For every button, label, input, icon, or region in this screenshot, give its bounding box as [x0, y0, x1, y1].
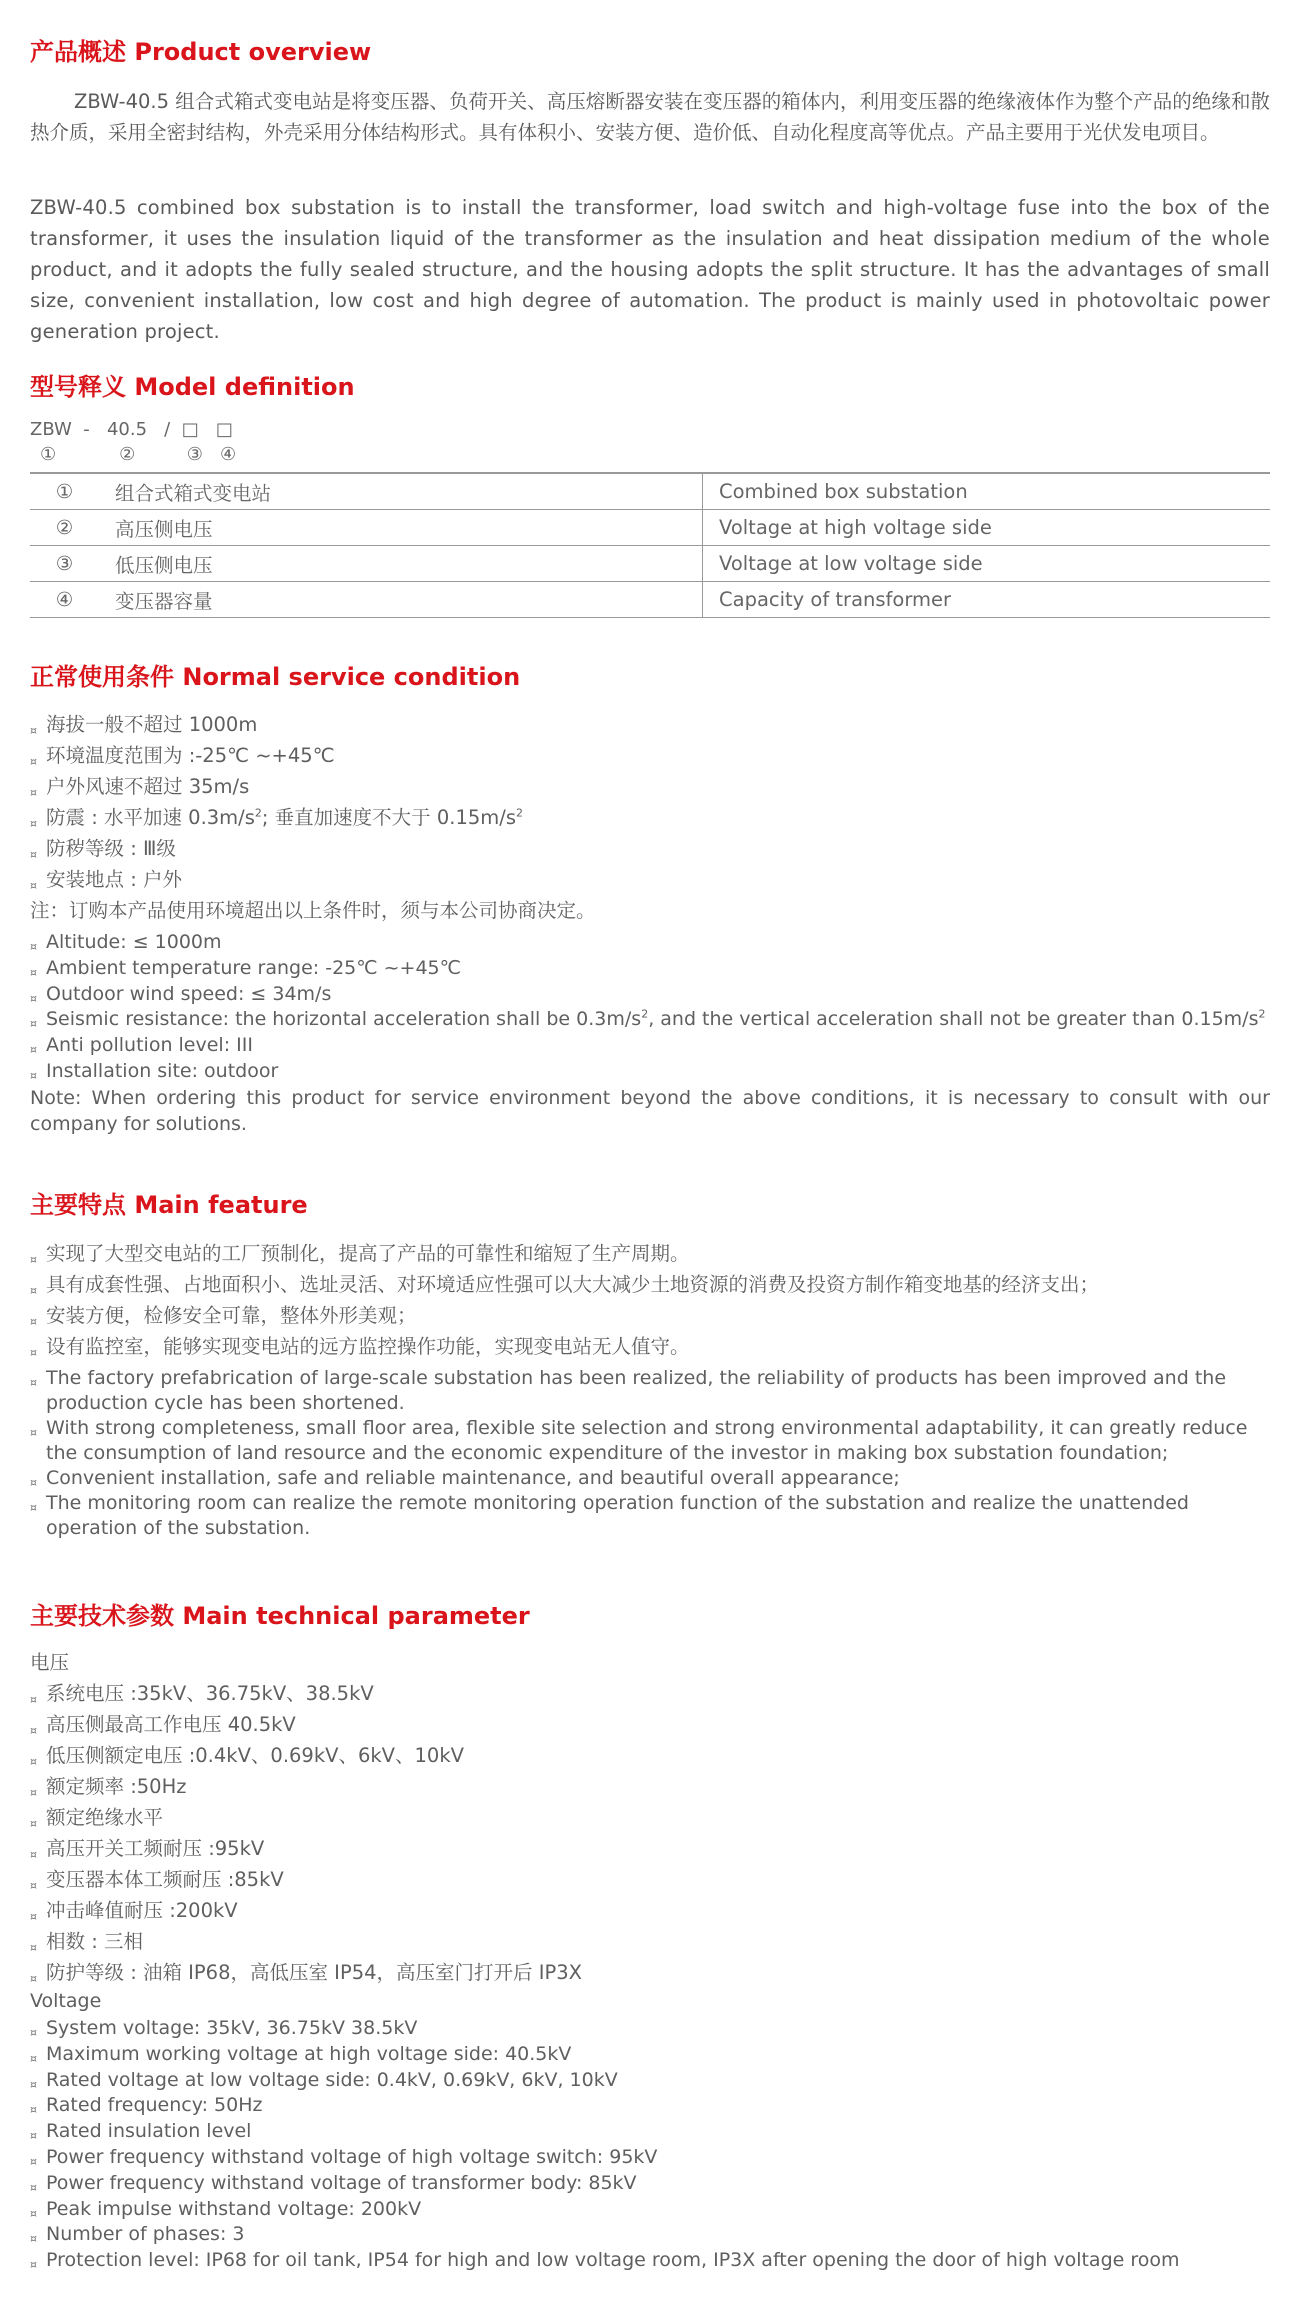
model-en: Combined box substation	[703, 473, 1271, 510]
list-item: ¤ Maximum working voltage at high voltage side: 40.5kV	[30, 2042, 1270, 2068]
model-code: ZBW - 40.5 / □ □	[30, 419, 233, 440]
list-item: ¤ Anti pollution level: III	[30, 1033, 1270, 1059]
list-item: ¤ Convenient installation, safe and reliable maintenance, and beautiful overall appearance;	[30, 1466, 1270, 1491]
bullet-icon: ¤	[30, 817, 37, 830]
service-en-note: Note: When ordering this product for service environment beyond the above conditions, it is necessary to consult with our company for solutions.	[30, 1087, 1270, 1135]
bullet-icon: ¤	[30, 755, 37, 768]
bullet-icon: ¤	[30, 1253, 37, 1266]
technical-en-heading: Voltage	[30, 1990, 102, 2012]
list-item: ¤ Rated insulation level	[30, 2119, 1270, 2145]
bullet-icon: ¤	[30, 940, 37, 953]
list-item: ¤ 额定频率 :50Hz	[30, 1771, 1270, 1802]
list-item: ¤ Power frequency withstand voltage of transformer body: 85kV	[30, 2171, 1270, 2197]
list-item: ¤ 环境温度范围为 :-25℃ ~+45℃	[30, 740, 1270, 771]
list-item: ¤ 防护等级 : 油箱 IP68，高低压室 IP54，高压室门打开后 IP3X	[30, 1957, 1270, 1988]
bullet-icon: ¤	[30, 786, 37, 799]
list-item: ¤ Outdoor wind speed: ≤ 34m/s	[30, 982, 1270, 1008]
bullet-icon: ¤	[30, 965, 37, 979]
bullet-icon: ¤	[30, 1426, 37, 1439]
model-cn: 高压侧电压	[99, 510, 703, 546]
bullet-icon: ¤	[30, 2206, 37, 2220]
model-cn: 低压侧电压	[99, 546, 703, 582]
list-item: ¤ 变压器本体工频耐压 :85kV	[30, 1864, 1270, 1895]
overview-title: 产品概述 Product overview	[30, 38, 372, 66]
model-table	[30, 472, 1270, 618]
bullet-icon: ¤	[30, 1068, 37, 1082]
table-row	[30, 510, 1270, 546]
model-title: 型号释义 Model definition	[30, 373, 355, 401]
bullet-icon: ¤	[30, 2180, 37, 2194]
bullet-icon: ¤	[30, 2232, 37, 2246]
service-cn-list	[30, 709, 1270, 895]
bullet-icon: ¤	[30, 1284, 37, 1297]
list-item: ¤ 防震 : 水平加速 $0.3m/s^2$; 垂直加速度不大于 $0.15m/s^2$	[30, 802, 1270, 833]
list-item: ¤ 系统电压 :35kV、36.75kV、38.5kV	[30, 1678, 1270, 1709]
list-item: ¤ Installation site: outdoor	[30, 1059, 1270, 1085]
list-item: ¤ Number of phases: 3	[30, 2222, 1270, 2248]
model-en: Voltage at high voltage side	[703, 510, 1271, 546]
model-index: ① ② ③ ④	[40, 444, 237, 465]
service-cn-note: 注：订购本产品使用环境超出以上条件时，须与本公司协商决定。	[30, 899, 596, 922]
list-item: ¤ 低压侧额定电压 :0.4kV、0.69kV、6kV、10kV	[30, 1740, 1270, 1771]
list-item: ¤ 海拔一般不超过 1000m	[30, 709, 1270, 740]
bullet-icon: ¤	[30, 1476, 37, 1489]
list-item: ¤ System voltage: 35kV, 36.75kV 38.5kV	[30, 2016, 1270, 2042]
list-item: ¤ 冲击峰值耐压 :200kV	[30, 1895, 1270, 1926]
list-item: ¤ 户外风速不超过 35m/s	[30, 771, 1270, 802]
bullet-icon: ¤	[30, 1376, 37, 1389]
bullet-icon: ¤	[30, 879, 37, 892]
list-item: ¤ Protection level: IP68 for oil tank, IP54 for high and low voltage room, IP3X after opening the door of high voltage room	[30, 2248, 1270, 2274]
feature-cn-list	[30, 1238, 1270, 1362]
bullet-icon: ¤	[30, 1755, 37, 1768]
list-item: ¤ The factory prefabrication of large-scale substation has been realized, the reliability of products has been improved and the production cycle has been shortened.	[30, 1367, 1227, 1414]
bullet-icon: ¤	[30, 1017, 37, 1031]
bullet-icon: ¤	[30, 1972, 37, 1985]
bullet-icon: ¤	[30, 1941, 37, 1954]
table-row	[30, 546, 1270, 582]
bullet-icon: ¤	[30, 1501, 37, 1514]
list-item: ¤ Ambient temperature range: -25℃ ~+45℃	[30, 956, 1270, 982]
service-en-list	[30, 930, 1270, 1085]
bullet-icon: ¤	[30, 1724, 37, 1737]
list-item: ¤ 防秽等级 : Ⅲ级	[30, 833, 1270, 864]
list-item: ¤ Seismic resistance: the horizontal acceleration shall be $0.3m/s^2$, and the vertical acceleration shall not be greater than $0.15m/s^2$	[30, 1007, 1270, 1033]
bullet-icon: ¤	[30, 2154, 37, 2168]
model-en: Voltage at low voltage side	[703, 546, 1271, 582]
list-item: ¤ 安装地点 : 户外	[30, 864, 1270, 895]
list-item: ¤ 具有成套性强、占地面积小、选址灵活、对环境适应性强可以大大减少土地资源的消费及投资方制作箱变地基的经济支出；	[30, 1269, 1270, 1300]
model-num: ①	[30, 473, 99, 510]
list-item: ¤ The monitoring room can realize the remote monitoring operation function of the substation and realize the unattended operation of the substation.	[30, 1492, 1189, 1539]
list-item: ¤ 高压开关工频耐压 :95kV	[30, 1833, 1270, 1864]
list-item: ¤ 高压侧最高工作电压 40.5kV	[30, 1709, 1270, 1740]
table-row	[30, 582, 1270, 618]
overview-cn-text: ZBW-40.5 组合式箱式变电站是将变压器、负荷开关、高压熔断器安装在变压器的箱体内，利用变压器的绝缘液体作为整个产品的绝缘和散热介质，采用全密封结构，外壳采用分体结构形式。具有体积小、安装方便、造价低、自动化程度高等优点。产品主要用于光伏发电项目。	[30, 90, 1270, 144]
bullet-icon: ¤	[30, 1315, 37, 1328]
model-num: ④	[30, 582, 99, 618]
model-cn: 变压器容量	[99, 582, 703, 618]
service-title: 正常使用条件 Normal service condition	[30, 663, 521, 691]
overview-en-text: ZBW-40.5 combined box substation is to install the transformer, load switch and high-voltage fuse into the box of the transformer, it uses the insulation liquid of the transformer as the insulation and heat dissipation medium of the whole product, and it adopts the fully sealed structure, and the housing adopts the split structure. It has the advantages of small size, convenient installation, low cost and high degree of automation. The product is mainly used in photovoltaic power generation project.	[30, 196, 1270, 343]
technical-title: 主要技术参数 Main technical parameter	[30, 1602, 530, 1630]
list-item: ¤ Peak impulse withstand voltage: 200kV	[30, 2197, 1270, 2223]
list-item: ¤ Rated frequency: 50Hz	[30, 2093, 1270, 2119]
bullet-icon: ¤	[30, 2026, 37, 2039]
list-item: ¤ 额定绝缘水平	[30, 1802, 1270, 1833]
technical-cn-list	[30, 1678, 1270, 1988]
list-item: ¤ 安装方便，检修安全可靠，整体外形美观；	[30, 1300, 1270, 1331]
model-num: ③	[30, 546, 99, 582]
bullet-icon: ¤	[30, 1693, 37, 1706]
model-cn: 组合式箱式变电站	[99, 473, 703, 510]
list-item: ¤ Rated voltage at low voltage side: 0.4kV, 0.69kV, 6kV, 10kV	[30, 2068, 1270, 2094]
bullet-icon: ¤	[30, 991, 37, 1005]
bullet-icon: ¤	[30, 1817, 37, 1830]
feature-title: 主要特点 Main feature	[30, 1191, 308, 1219]
bullet-icon: ¤	[30, 1043, 37, 1057]
list-item: ¤ 设有监控室，能够实现变电站的远方监控操作功能，实现变电站无人值守。	[30, 1331, 1270, 1362]
list-item: ¤ Altitude: ≤ 1000m	[30, 930, 1270, 956]
list-item: ¤ 实现了大型交电站的工厂预制化，提高了产品的可靠性和缩短了生产周期。	[30, 1238, 1270, 1269]
bullet-icon: ¤	[30, 724, 37, 737]
list-item: ¤ Power frequency withstand voltage of high voltage switch: 95kV	[30, 2145, 1270, 2171]
bullet-icon: ¤	[30, 1346, 37, 1359]
list-item: ¤ 相数 : 三相	[30, 1926, 1270, 1957]
technical-en-list	[30, 2016, 1270, 2274]
bullet-icon: ¤	[30, 2258, 37, 2272]
list-item: ¤ With strong completeness, small floor area, flexible site selection and strong environmental adaptability, it can greatly reduce the consumption of land resource and the economic expenditure of the investor in making box substation foundation;	[30, 1417, 1248, 1464]
model-en: Capacity of transformer	[703, 582, 1271, 618]
bullet-icon: ¤	[30, 1786, 37, 1799]
bullet-icon: ¤	[30, 1910, 37, 1923]
feature-en-list	[30, 1366, 1270, 1541]
bullet-icon: ¤	[30, 848, 37, 861]
bullet-icon: ¤	[30, 1879, 37, 1892]
bullet-icon: ¤	[30, 2103, 37, 2117]
bullet-icon: ¤	[30, 2077, 37, 2091]
bullet-icon: ¤	[30, 1848, 37, 1861]
model-num: ②	[30, 510, 99, 546]
table-row	[30, 473, 1270, 510]
bullet-icon: ¤	[30, 2129, 37, 2143]
technical-cn-heading: 电压	[30, 1651, 70, 1674]
bullet-icon: ¤	[30, 2051, 37, 2065]
